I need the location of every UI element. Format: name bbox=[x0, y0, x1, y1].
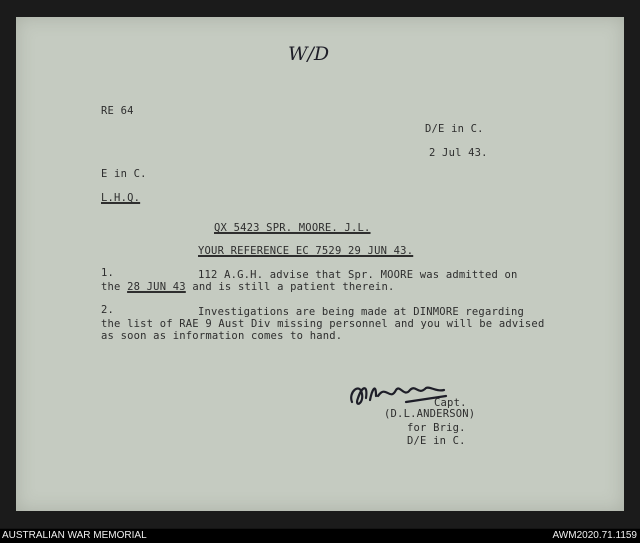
para-2-line-3: as soon as information comes to hand. bbox=[101, 330, 343, 342]
signatory-rank: Capt. bbox=[434, 397, 467, 409]
letter-date: 2 Jul 43. bbox=[429, 147, 488, 159]
subject-line: QX 5423 SPR. MOORE. J.L. bbox=[214, 222, 371, 234]
footer-bar bbox=[0, 529, 640, 543]
addressee-line-1: E in C. bbox=[101, 168, 147, 180]
para-1-number: 1. bbox=[101, 267, 115, 279]
signatory-for: for Brig. bbox=[407, 422, 466, 434]
reference-number: RE 64 bbox=[101, 105, 134, 117]
admission-date: 28 JUN 43 bbox=[127, 281, 186, 293]
addressee-line-2: L.H.Q. bbox=[101, 192, 141, 204]
para-2-number: 2. bbox=[101, 304, 115, 316]
handwritten-mark: W/D bbox=[288, 43, 330, 65]
signatory-title: D/E in C. bbox=[407, 435, 466, 447]
para-1-line-2: the 28 JUN 43 and is still a patient therein. bbox=[101, 281, 395, 293]
para-2-line-1: Investigations are being made at DINMORE regarding bbox=[198, 306, 525, 318]
para-1-line-1: 112 A.G.H. advise that Spr. MOORE was admitted on bbox=[198, 269, 518, 281]
footer-institution: AUSTRALIAN WAR MEMORIAL bbox=[2, 530, 147, 541]
your-reference-line: YOUR REFERENCE EC 7529 29 JUN 43. bbox=[198, 245, 414, 257]
para-2-line-2: the list of RAE 9 Aust Div missing personnel and you will be advised bbox=[101, 318, 545, 330]
from-office: D/E in C. bbox=[425, 123, 484, 135]
document-page bbox=[16, 17, 624, 511]
signatory-name: (D.L.ANDERSON) bbox=[384, 408, 476, 420]
footer-accession-number: AWM2020.71.1159 bbox=[552, 530, 637, 541]
